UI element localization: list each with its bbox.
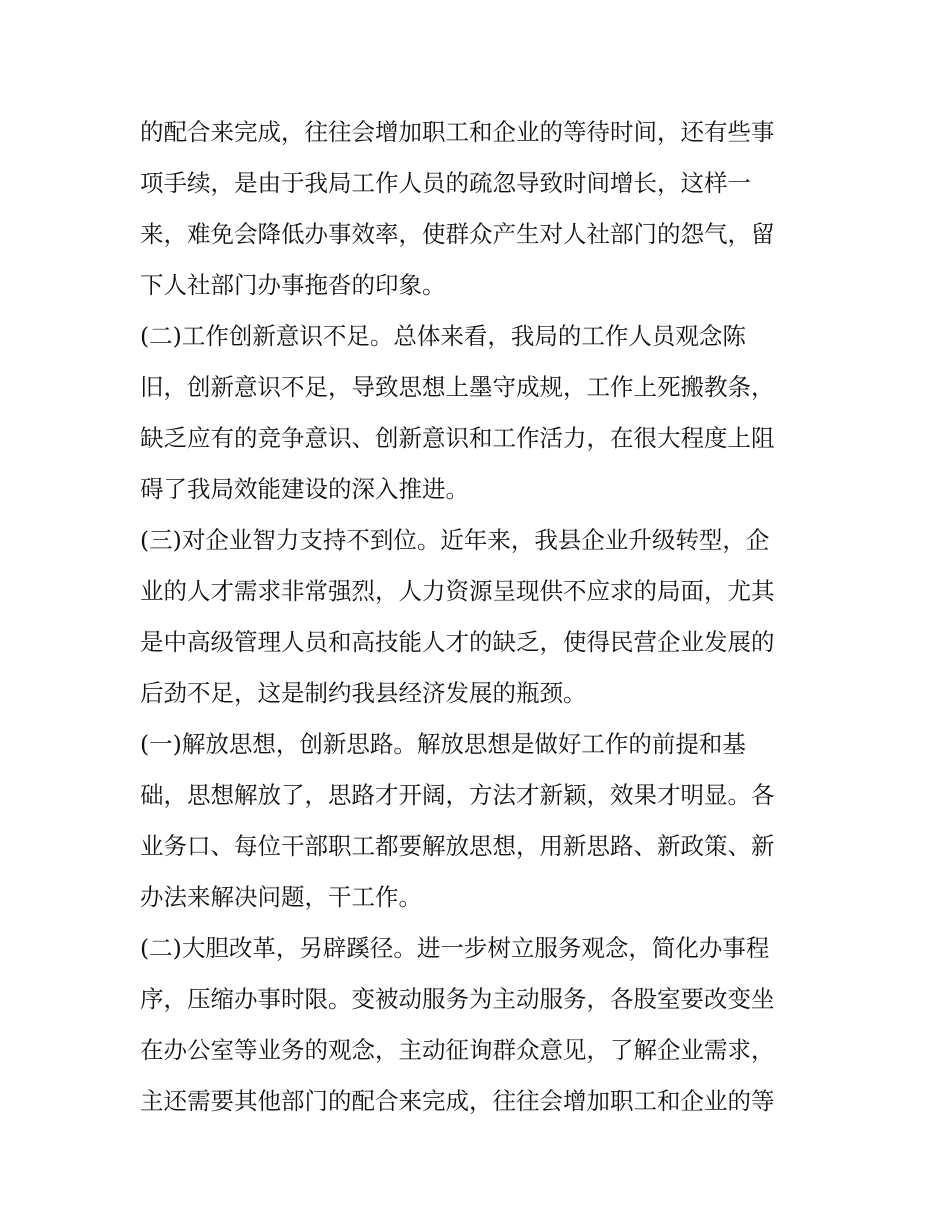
text-line-9: (三)对企业智力支持不到位。近年来，我县企业升级转型，企 [140, 526, 770, 554]
text-line-17: (二)大胆改革，另辟蹊径。进一步树立服务观念，简化办事程 [140, 934, 770, 962]
text-line-11: 是中高级管理人员和高技能人才的缺乏，使得民营企业发展的 [140, 628, 775, 656]
text-line-8: 碍了我局效能建设的深入推进。 [140, 475, 469, 503]
text-line-5: (二)工作创新意识不足。总体来看，我局的工作人员观念陈 [140, 322, 746, 350]
text-line-1: 的配合来完成，往往会增加职工和企业的等待时间，还有些事 [140, 118, 775, 146]
text-line-2: 项手续，是由于我局工作人员的疏忽导致时间增长，这样一 [140, 169, 751, 197]
text-line-6: 旧，创新意识不足，导致思想上墨守成规，工作上死搬教条， [140, 373, 775, 401]
text-line-15: 业务口、每位干部职工都要解放思想，用新思路、新政策、新 [140, 832, 775, 860]
text-line-13: (一)解放思想，创新思路。解放思想是做好工作的前提和基 [140, 730, 746, 758]
text-line-16: 办法来解决问题，干工作。 [140, 883, 422, 911]
text-line-19: 在办公室等业务的观念，主动征询群众意见，了解企业需求， [140, 1036, 775, 1064]
text-line-20: 主还需要其他部门的配合来完成，往往会增加职工和企业的等 [140, 1087, 775, 1115]
text-line-12: 后劲不足，这是制约我县经济发展的瓶颈。 [140, 679, 587, 707]
text-line-7: 缺乏应有的竞争意识、创新意识和工作活力，在很大程度上阻 [140, 424, 775, 452]
text-line-4: 下人社部门办事拖沓的印象。 [140, 271, 446, 299]
text-line-18: 序，压缩办事时限。变被动服务为主动服务，各股室要改变坐 [140, 985, 775, 1013]
text-line-14: 础，思想解放了，思路才开阔，方法才新颖，效果才明显。各 [140, 781, 775, 809]
text-line-3: 来，难免会降低办事效率，使群众产生对人社部门的怨气，留 [140, 220, 775, 248]
text-line-10: 业的人才需求非常强烈，人力资源呈现供不应求的局面，尤其 [140, 577, 775, 605]
document-body [140, 107, 820, 1127]
